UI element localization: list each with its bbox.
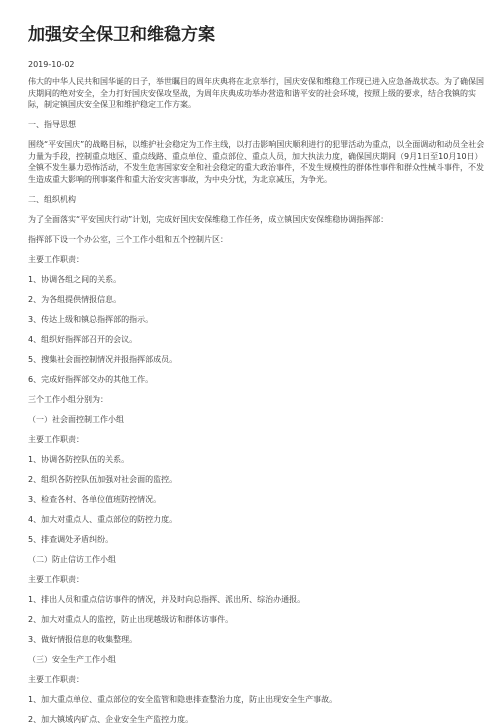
guiding-ideology-paragraph: 围绕“平安国庆”的战略目标，以维护社会稳定为工作主线，以打击影响国庆顺利进行的犯罪活动为重点，以全面调动和动员全社会力量为手段，控制重点地区、重点线路、重点单位、重点部位、重点人员，加大执法力度，确保国庆期间（9月1日至10月10日）全镇不发生暴力恐怖活动，不发生危害国家安全和社会稳定的重大政治事件，不发生规模性的群体性事件和群众性械斗事件，不发生造成重大影响的刑事案件和重大治安灾害事故，为中央分忧，为北京减压，为争光。	[28, 139, 490, 185]
duty-label: 主要工作职责：	[28, 434, 490, 446]
list-item: 2、加大对重点人的监控，防止出现越级访和群体访事件。	[28, 614, 490, 626]
section-heading-organization: 二、组织机构	[28, 194, 490, 206]
list-item: 5、排查调处矛盾纠纷。	[28, 534, 490, 546]
list-item: 2、组织各防控队伍加强对社会面的监控。	[28, 474, 490, 486]
list-item: 2、为各组提供情报信息。	[28, 294, 490, 306]
list-item: 1、协调各防控队伍的关系。	[28, 454, 490, 466]
list-item: 4、加大对重点人、重点部位的防控力度。	[28, 514, 490, 526]
group-heading-petition-prevention: （二）防止信访工作小组	[28, 554, 490, 566]
list-item: 4、组织好指挥部召开的会议。	[28, 334, 490, 346]
list-item: 3、检查各村、各单位值班防控情况。	[28, 494, 490, 506]
list-item: 1、协调各组之间的关系。	[28, 274, 490, 286]
list-item: 5、搜集社会面控制情况并报指挥部成员。	[28, 354, 490, 366]
publish-date: 2019-10-02	[28, 59, 490, 70]
groups-intro: 三个工作小组分别为：	[28, 394, 490, 406]
group-heading-production-safety: （三）安全生产工作小组	[28, 654, 490, 666]
section-heading-guiding-ideology: 一、指导思想	[28, 119, 490, 131]
duty-label: 主要工作职责：	[28, 574, 490, 586]
document-title: 加强安全保卫和维稳方案	[28, 24, 490, 46]
organization-paragraph-2: 指挥部下设一个办公室，三个工作小组和五个控制片区：	[28, 234, 490, 246]
list-item: 6、完成好指挥部交办的其他工作。	[28, 374, 490, 386]
group-heading-social-control: （一）社会面控制工作小组	[28, 414, 490, 426]
list-item: 2、加大镇域内矿点、企业安全生产监控力度。	[28, 714, 490, 725]
intro-paragraph: 伟大的中华人民共和国华诞的日子，举世瞩目的周年庆典将在北京举行，国庆安保和维稳工作现已进入应急备战状态。为了确保国庆期间的绝对安全，全力打好国庆安保攻坚战，为周年庆典成功举办营造和谐平安的社会环境，按照上级的要求，结合我镇的实际，制定镇国庆安全保卫和维护稳定工作方案。	[28, 76, 490, 111]
list-item: 3、传达上级和镇总指挥部的指示。	[28, 314, 490, 326]
duty-label: 主要工作职责：	[28, 254, 490, 266]
duty-label: 主要工作职责：	[28, 674, 490, 686]
list-item: 1、排出人员和重点信访事件的情况，并及时向总指挥、派出所、综治办通报。	[28, 594, 490, 606]
list-item: 3、做好情报信息的收集整理。	[28, 634, 490, 646]
list-item: 1、加大重点单位、重点部位的安全监管和隐患排查整治力度，防止出现安全生产事故。	[28, 694, 490, 706]
organization-paragraph-1: 为了全面落实“平安国庆行动”计划，完成好国庆安保维稳工作任务，成立镇国庆安保维稳协调指挥部：	[28, 214, 490, 226]
